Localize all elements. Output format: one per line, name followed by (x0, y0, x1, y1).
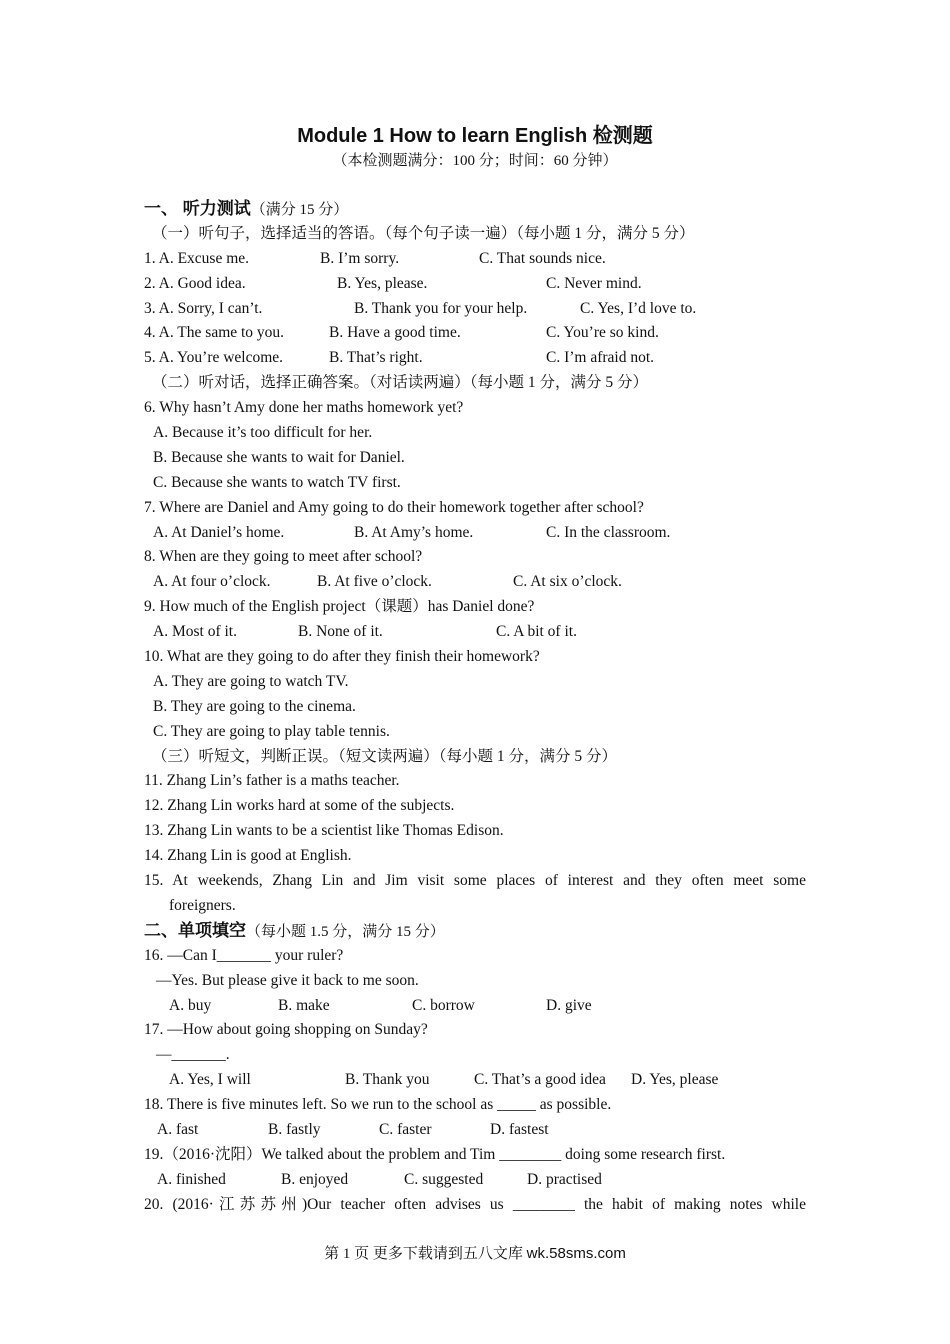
answer-option: C. Because she wants to watch TV first. (153, 473, 401, 491)
page-footer: 第 1 页 更多下载请到五八文库 wk.58sms.com (324, 1245, 626, 1262)
question-q3: 3. A. Sorry, I can’t. B. Thank you for your help. C. Yes, I’d love to. (144, 299, 697, 317)
part-heading: （三）听短文，判断正误。（短文读两遍）（每小题 1 分，满分 5 分） (152, 747, 618, 765)
footer-link[interactable]: wk.58sms.com (526, 1245, 626, 1262)
answer-options: A. finished B. enjoyed C. suggested D. practised (157, 1170, 602, 1188)
part-heading: （二）听对话，选择正确答案。（对话读两遍）（每小题 1 分，满分 5 分） (152, 374, 649, 392)
question-stem: 17. —How about going shopping on Sunday? (144, 1021, 428, 1039)
question-q5: 5. A. You’re welcome. B. That’s right. C. I’m afraid not. (144, 349, 655, 367)
section-heading: 一、 听力测试（满分 15 分） (144, 199, 349, 218)
answer-option: A. They are going to watch TV. (153, 672, 349, 690)
page-title: Module 1 How to learn English 检测题 (297, 125, 653, 147)
statement-item: 12. Zhang Lin works hard at some of the subjects. (144, 797, 455, 815)
question-q2: 2. A. Good idea. B. Yes, please. C. Never mind. (144, 274, 642, 292)
dialogue-reply: —Yes. But please give it back to me soon. (156, 971, 419, 989)
section-heading: 二、单项填空（每小题 1.5 分，满分 15 分） (144, 920, 445, 940)
question-stem: 10. What are they going to do after they finish their homework? (144, 648, 540, 666)
answer-options: A. At Daniel’s home. B. At Amy’s home. C. In the classroom. (153, 523, 671, 541)
question-stem: 16. —Can I_______ your ruler? (144, 946, 344, 964)
statement-item: 13. Zhang Lin wants to be a scientist like Thomas Edison. (144, 822, 504, 840)
question-stem: 9. How much of the English project（课题）has Daniel done? (144, 598, 535, 616)
question-stem: 7. Where are Daniel and Amy going to do their homework together after school? (144, 498, 644, 516)
answer-options: A. buy B. make C. borrow D. give (169, 996, 592, 1014)
question-stem: 6. Why hasn’t Amy done her maths homework yet? (144, 399, 464, 417)
question-stem: 19.（2016·沈阳）We talked about the problem and Tim ________ doing some research first. (144, 1145, 726, 1163)
answer-option: B. They are going to the cinema. (153, 697, 356, 715)
question-q4: 4. A. The same to you. B. Have a good time. C. You’re so kind. (144, 324, 659, 342)
dialogue-reply: —_______. (156, 1046, 230, 1064)
answer-options: A. Yes, I will B. Thank you C. That’s a good idea D. Yes, please (169, 1071, 719, 1089)
question-q1: 1. A. Excuse me. B. I’m sorry. C. That sounds nice. (144, 249, 606, 267)
question-stem: 20. (2016·江苏苏州)Our teacher often advises us ________ the habit of making notes while (144, 1195, 806, 1213)
statement-item: 15. At weekends, Zhang Lin and Jim visit some places of interest and they often meet some (144, 872, 806, 890)
statement-item: 11. Zhang Lin’s father is a maths teacher. (144, 772, 400, 790)
question-stem: 8. When are they going to meet after school? (144, 548, 423, 566)
statement-item: 14. Zhang Lin is good at English. (144, 847, 352, 865)
statement-item-continued: foreigners. (169, 896, 236, 914)
answer-options: A. At four o’clock. B. At five o’clock. C. At six o’clock. (153, 573, 622, 591)
answer-option: A. Because it’s too difficult for her. (153, 424, 373, 442)
answer-options: A. fast B. fastly C. faster D. fastest (157, 1120, 549, 1138)
answer-option: C. They are going to play table tennis. (153, 722, 390, 740)
question-stem: 18. There is five minutes left. So we run to the school as _____ as possible. (144, 1096, 612, 1114)
answer-options: A. Most of it. B. None of it. C. A bit of it. (153, 623, 577, 641)
page-subtitle: （本检测题满分：100 分；时间：60 分钟） (332, 153, 618, 169)
answer-option: B. Because she wants to wait for Daniel. (153, 448, 405, 466)
part-heading: （一）听句子，选择适当的答语。（每个句子读一遍）（每小题 1 分，满分 5 分） (152, 224, 695, 242)
exam-content (144, 197, 806, 1218)
